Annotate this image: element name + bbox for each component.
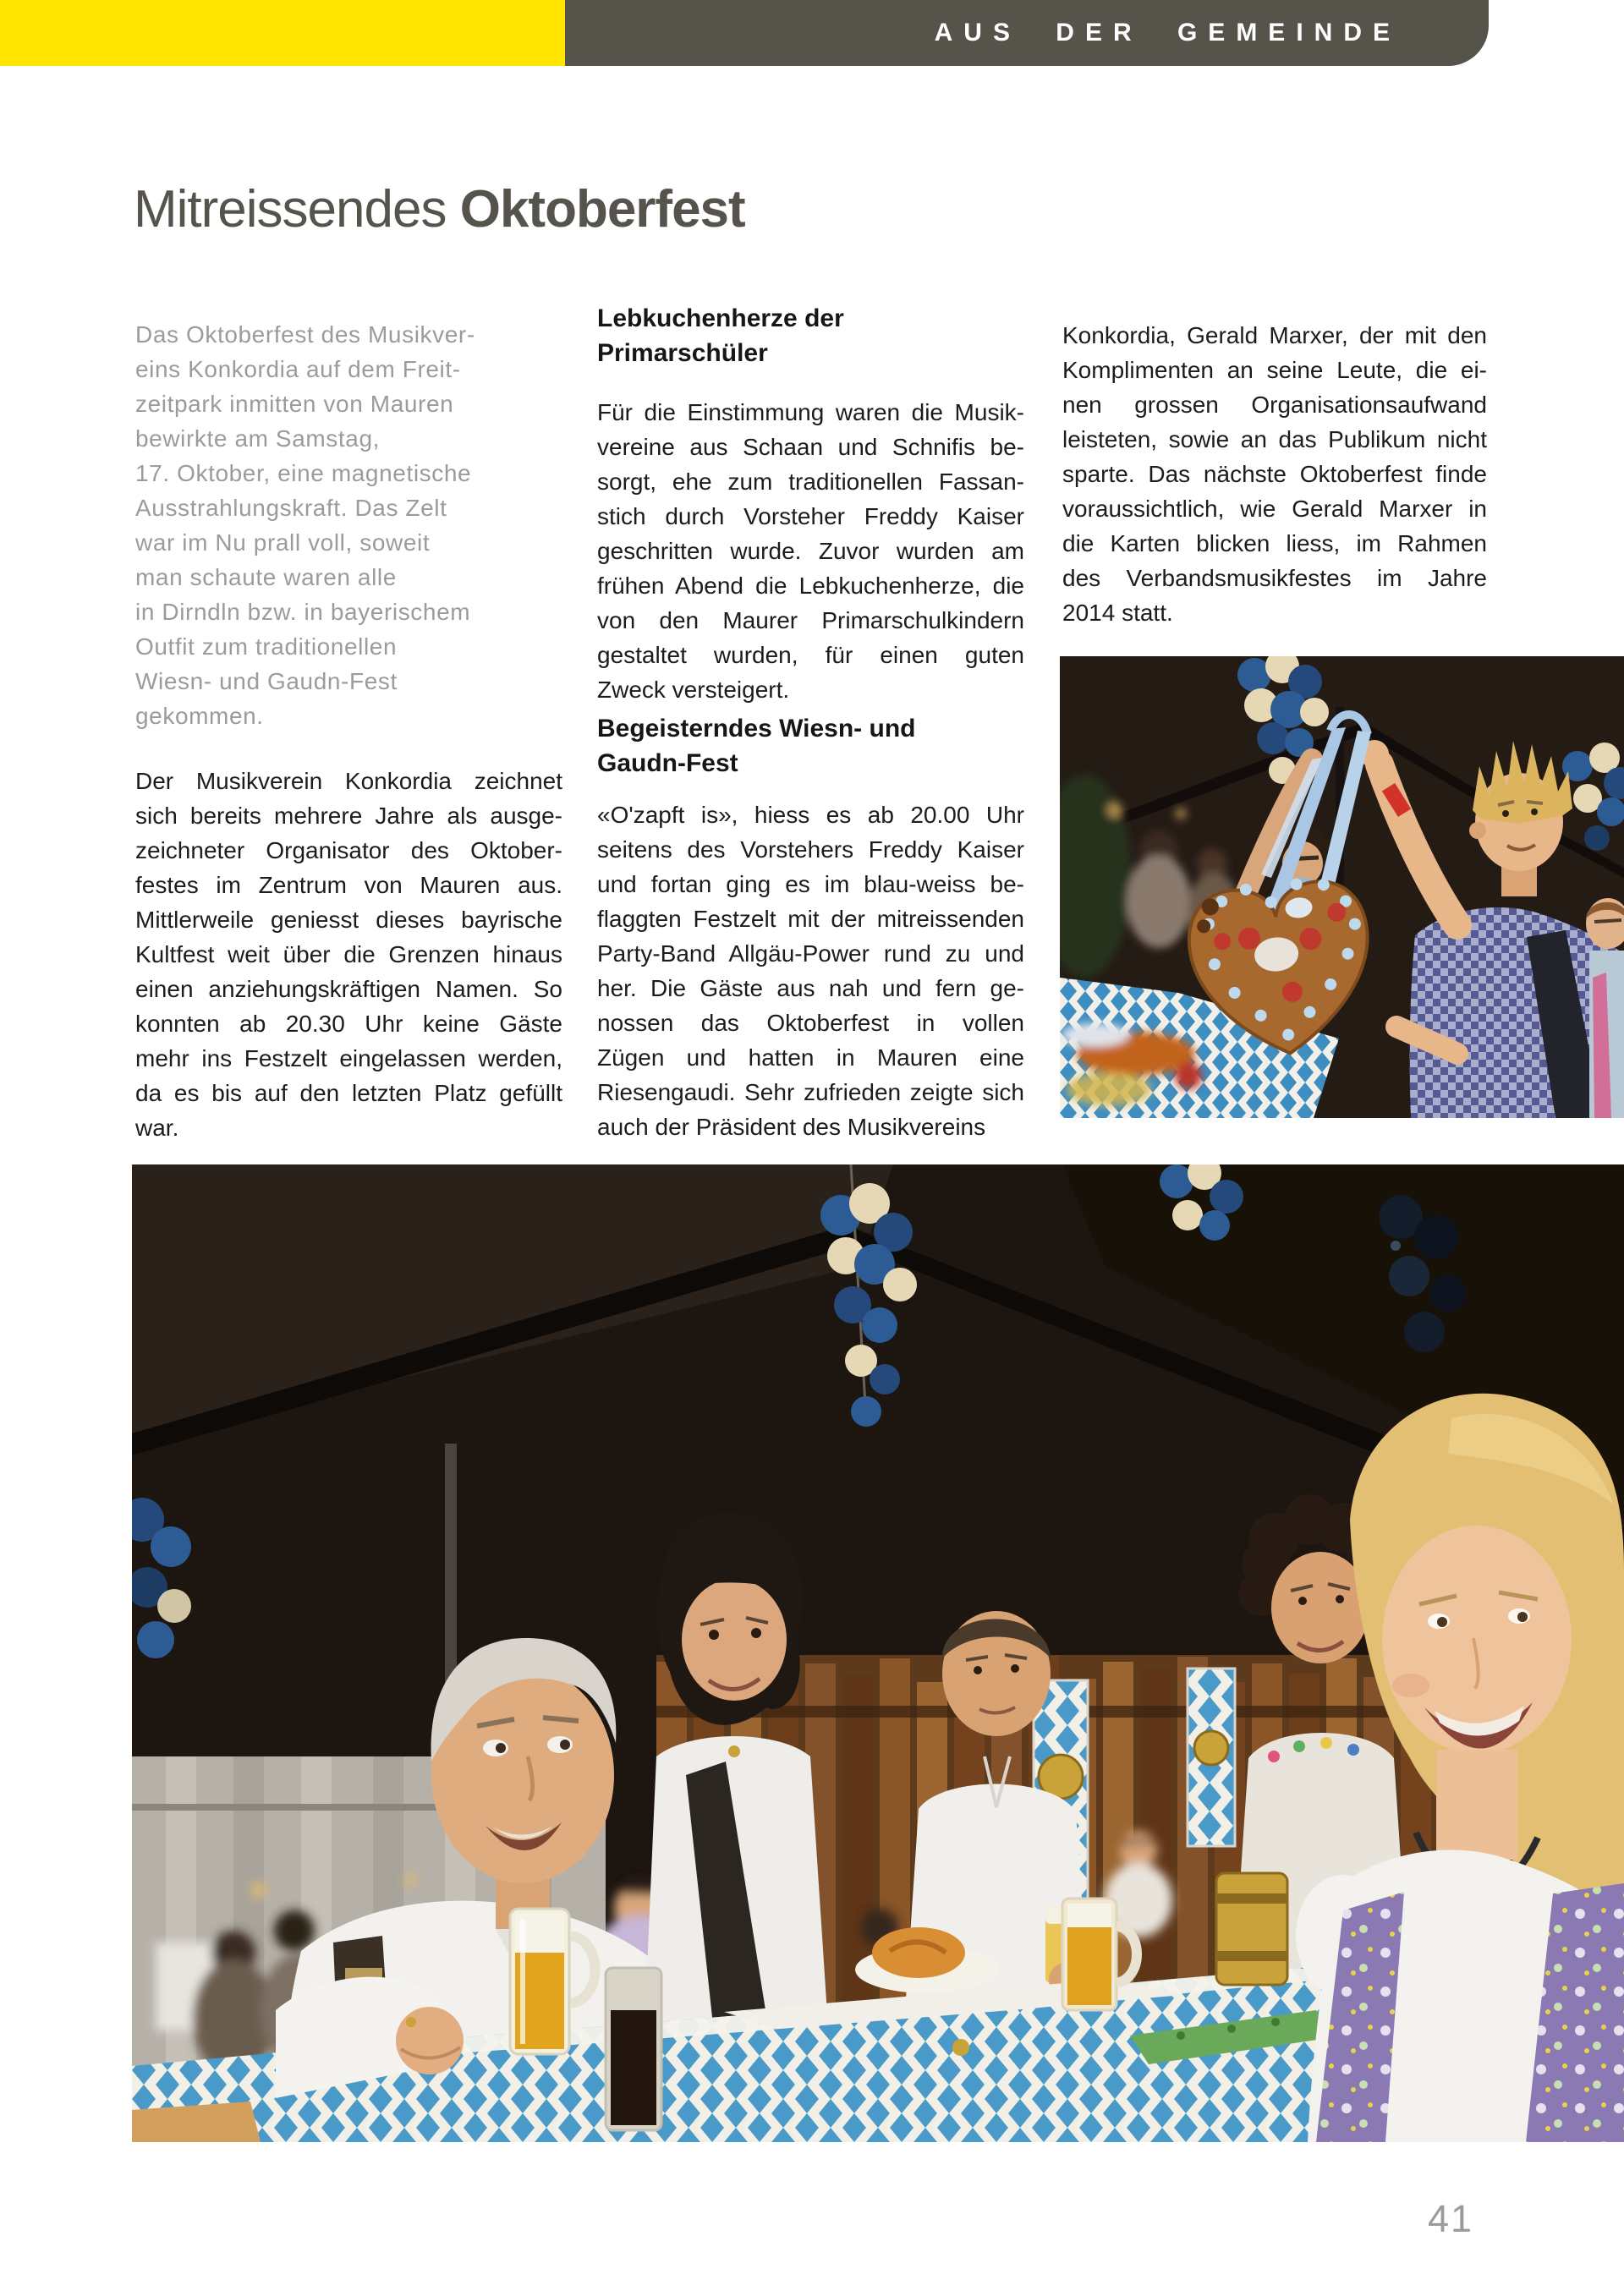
text-line: zeitpark inmitten von Mauren <box>135 391 454 417</box>
text-line: seitens des Vorstehers Freddy Kaiser <box>597 836 1024 863</box>
text-line: gestaltet wurden, für einen guten <box>597 642 1024 668</box>
girl-right-edge <box>1586 898 1624 1118</box>
text-line: Primarschüler <box>597 339 768 367</box>
text-column-3 <box>1062 318 1487 630</box>
text-line: Mittlerweile geniesst dieses bayrische <box>135 907 562 933</box>
text-line: zeichneter Organisator des Oktober- <box>135 837 562 863</box>
body-paragraph-4 <box>1062 318 1487 630</box>
text-line: bewirkte am Samstag, <box>135 425 380 452</box>
text-line: flaggten Festzelt mit der mitreissenden <box>597 906 1024 932</box>
text-line: in Dirndln bzw. in bayerischem <box>135 599 471 625</box>
photo-lebkuchenherz-boy <box>1060 656 1624 1118</box>
text-line: konnten ab 20.30 Uhr keine Gäste <box>135 1011 562 1037</box>
text-line: mehr ins Festzelt eingelassen werden, <box>135 1045 562 1071</box>
text-line: man schaute waren alle <box>135 564 397 590</box>
article-title-bold: Oktoberfest <box>459 180 745 238</box>
text-line: Lebkuchenherze der <box>597 304 844 332</box>
text-line: einen anziehungskräftigen Namen. So <box>135 976 562 1002</box>
body-paragraph-2 <box>597 395 1024 707</box>
article-title-regular: Mitreissendes <box>134 180 447 238</box>
text-line: her. Die Gäste aus nah und fern ge- <box>597 975 1024 1001</box>
photo-lebkuchenherz-boy-svg <box>1060 656 1624 1118</box>
text-line: gekommen. <box>135 703 264 729</box>
text-line: da es bis auf den letzten Platz gefüllt <box>135 1080 562 1106</box>
text-line: vereine aus Schaan und Schnifis be- <box>597 434 1024 460</box>
text-line: Konkordia, Gerald Marxer, der mit den <box>1062 322 1487 348</box>
text-line: nen grossen Organisationsaufwand <box>1062 392 1487 418</box>
text-line: die Karten blicken liess, im Rahmen <box>1062 530 1487 556</box>
text-line: Der Musikverein Konkordia zeichnet <box>135 768 562 794</box>
text-line: Kultfest weit über die Grenzen hinaus <box>135 941 562 967</box>
text-line: Party-Band Allgäu-Power rund zu und <box>597 940 1024 967</box>
text-column-1 <box>135 317 562 1145</box>
section-banner-label: AUS DER GEMEINDE <box>934 19 1401 47</box>
text-line: Komplimenten an seine Leute, die ei- <box>1062 357 1487 383</box>
text-line: voraussichtlich, wie Gerald Marxer in <box>1062 496 1487 522</box>
text-line: festes im Zentrum von Mauren aus. <box>135 872 562 898</box>
text-line: stich durch Vorsteher Freddy Kaiser <box>597 503 1024 529</box>
text-line: Ausstrahlungskraft. Das Zelt <box>135 495 447 521</box>
text-line: Outfit zum traditionellen <box>135 633 398 660</box>
text-line: auch der Präsident des Musikvereins <box>597 1114 986 1140</box>
text-line: Wiesn- und Gaudn-Fest <box>135 668 398 694</box>
text-line: 2014 statt. <box>1062 600 1173 626</box>
article-title <box>134 180 745 238</box>
text-line: Für die Einstimmung waren die Musik- <box>597 399 1024 425</box>
lead-paragraph <box>135 317 562 733</box>
photo-festzelt-table <box>132 1164 1624 2142</box>
text-column-2 <box>597 301 1024 1144</box>
text-line: eins Konkordia auf dem Freit- <box>135 356 461 382</box>
text-line: leisteten, sowie an das Publikum nicht <box>1062 426 1487 452</box>
text-line: war im Nu prall voll, soweit <box>135 529 431 556</box>
text-line: sorgt, ehe zum traditionellen Fassan- <box>597 469 1024 495</box>
body-paragraph-3 <box>597 797 1024 1144</box>
text-line: frühen Abend die Lebkuchenherze, die <box>597 573 1024 599</box>
text-line: von den Maurer Primarschulkindern <box>597 607 1024 633</box>
text-line: Zweck versteigert. <box>597 677 790 703</box>
text-line: Gaudn-Fest <box>597 749 738 777</box>
text-line: 17. Oktober, eine magnetische <box>135 460 472 486</box>
header-yellow-bar <box>0 0 565 66</box>
text-line: Das Oktoberfest des Musikver- <box>135 321 475 348</box>
text-line: Zügen und hatten in Mauren eine <box>597 1044 1024 1071</box>
photo-festzelt-table-svg <box>132 1164 1624 2142</box>
text-line: sich bereits mehrere Jahre als ausge- <box>135 803 562 829</box>
text-line: und fortan ging es im blau-weiss be- <box>597 871 1024 897</box>
section-banner <box>565 0 1489 66</box>
text-line: «O'zapft is», hiess es ab 20.00 Uhr <box>597 802 1024 828</box>
subheading-lebkuchenherze <box>597 301 1024 370</box>
text-line: Riesengaudi. Sehr zufrieden zeigte sich <box>597 1079 1024 1105</box>
text-line: des Verbandsmusikfestes im Jahre <box>1062 565 1487 591</box>
text-line: nossen das Oktoberfest in vollen <box>597 1010 1024 1036</box>
text-line: sparte. Das nächste Oktoberfest finde <box>1062 461 1487 487</box>
body-paragraph-1 <box>135 764 562 1145</box>
subheading-wiesn-gaudn-fest <box>597 711 1024 781</box>
text-line: war. <box>135 1115 179 1141</box>
text-line: geschritten wurde. Zuvor wurden am <box>597 538 1024 564</box>
page-number: 41 <box>1428 2197 1474 2240</box>
text-line: Begeisterndes Wiesn- und <box>597 715 916 743</box>
